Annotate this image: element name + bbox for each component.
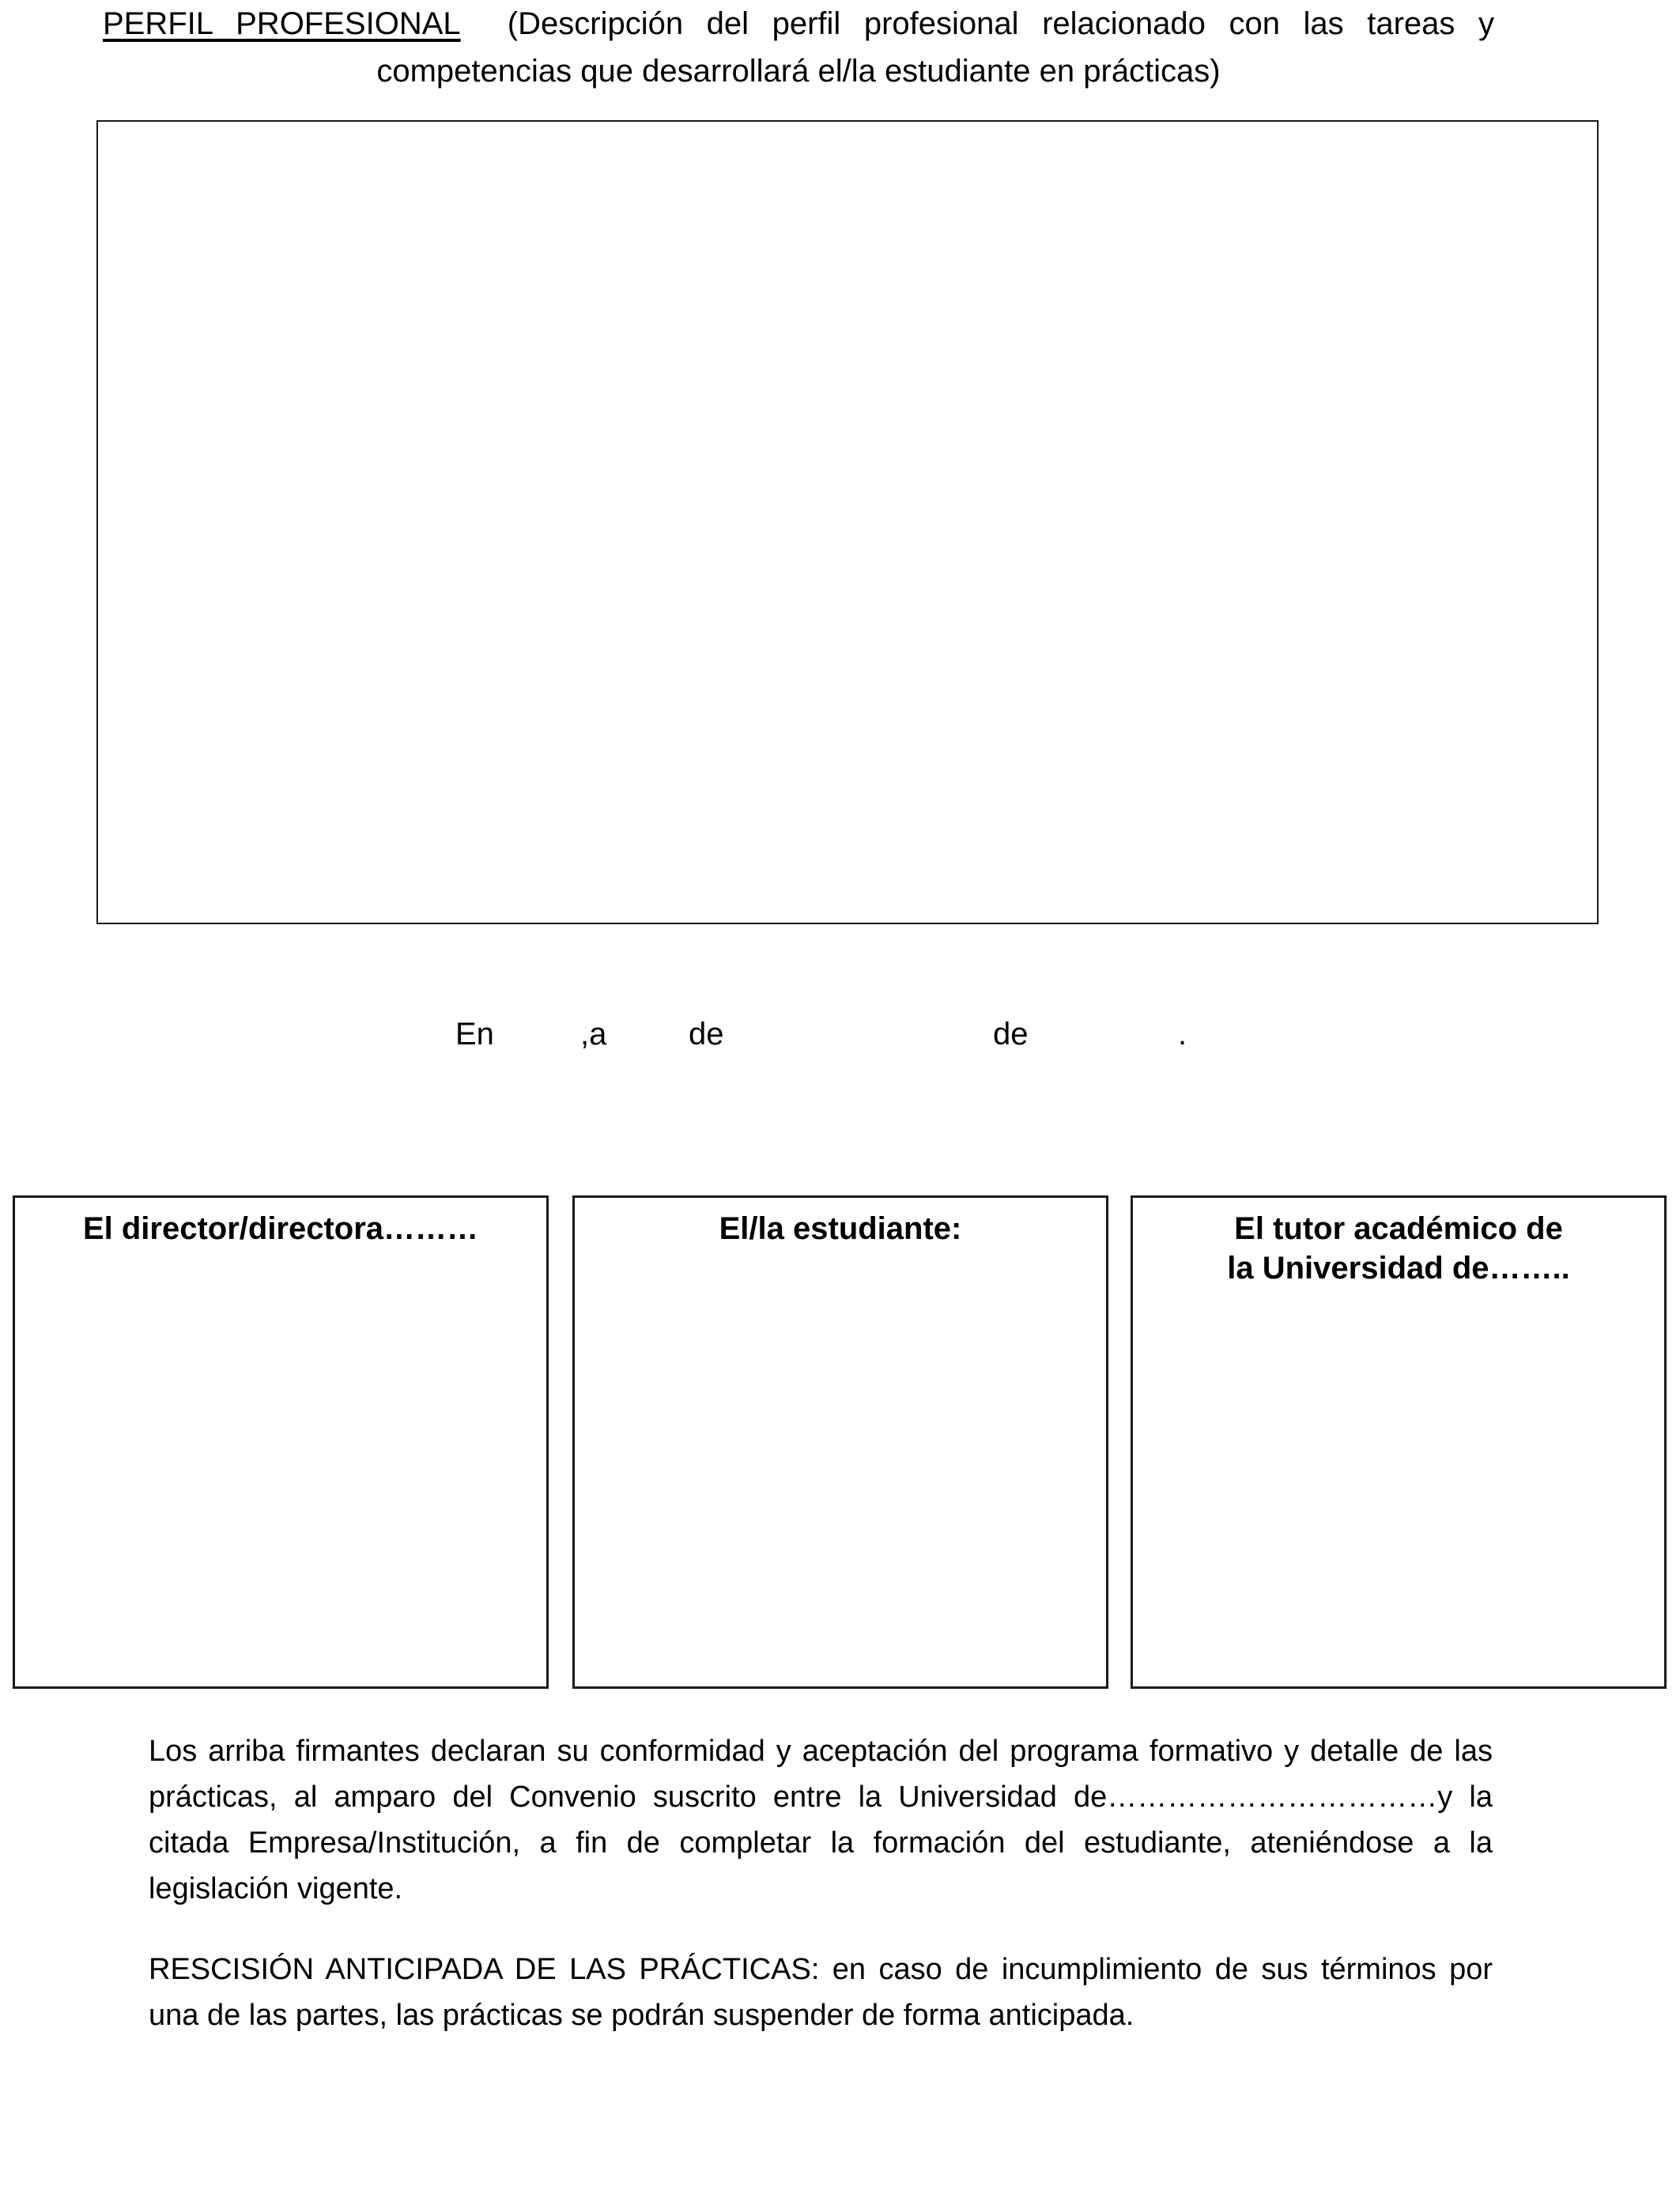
date-en: En — [455, 1017, 494, 1052]
signature-box-tutor[interactable] — [1131, 1195, 1667, 1689]
signature-box-director[interactable] — [13, 1195, 549, 1689]
date-a: ,a — [580, 1017, 607, 1052]
signature-box-student[interactable] — [572, 1195, 1108, 1689]
signature-label-director: El director/directora……… — [82, 1211, 479, 1246]
conformity-paragraph: Los arriba firmantes declaran su conformidad y aceptación del programa formativo y detalle de las prácticas, al amparo del Convenio suscrito entre la Universidad de……………………………y la citada Empresa/Institución, a fin de completar la formación del estudiante, ateniéndose a la legislación vigente. — [149, 1735, 1493, 1905]
profile-description-box[interactable] — [96, 120, 1599, 924]
date-de-day: de — [689, 1017, 724, 1052]
profile-header — [103, 0, 1494, 95]
date-de-month: de — [993, 1017, 1029, 1052]
rescission-paragraph: RESCISIÓN ANTICIPADA DE LAS PRÁCTICAS: en caso de incumplimiento de sus términos por una de las partes, las prácticas se podrán suspender de forma anticipada. — [149, 1953, 1493, 2032]
signature-label-student: El/la estudiante: — [719, 1211, 962, 1246]
date-period: . — [1178, 1017, 1187, 1052]
profile-description: (Descripción del perfil profesional relacionado con las tareas y competencias que desarrollará el/la estudiante en prácticas) — [376, 6, 1494, 89]
profile-title: PERFIL PROFESIONAL — [103, 6, 461, 41]
signature-label-tutor: El tutor académico de la Universidad de…….. — [1227, 1211, 1570, 1286]
